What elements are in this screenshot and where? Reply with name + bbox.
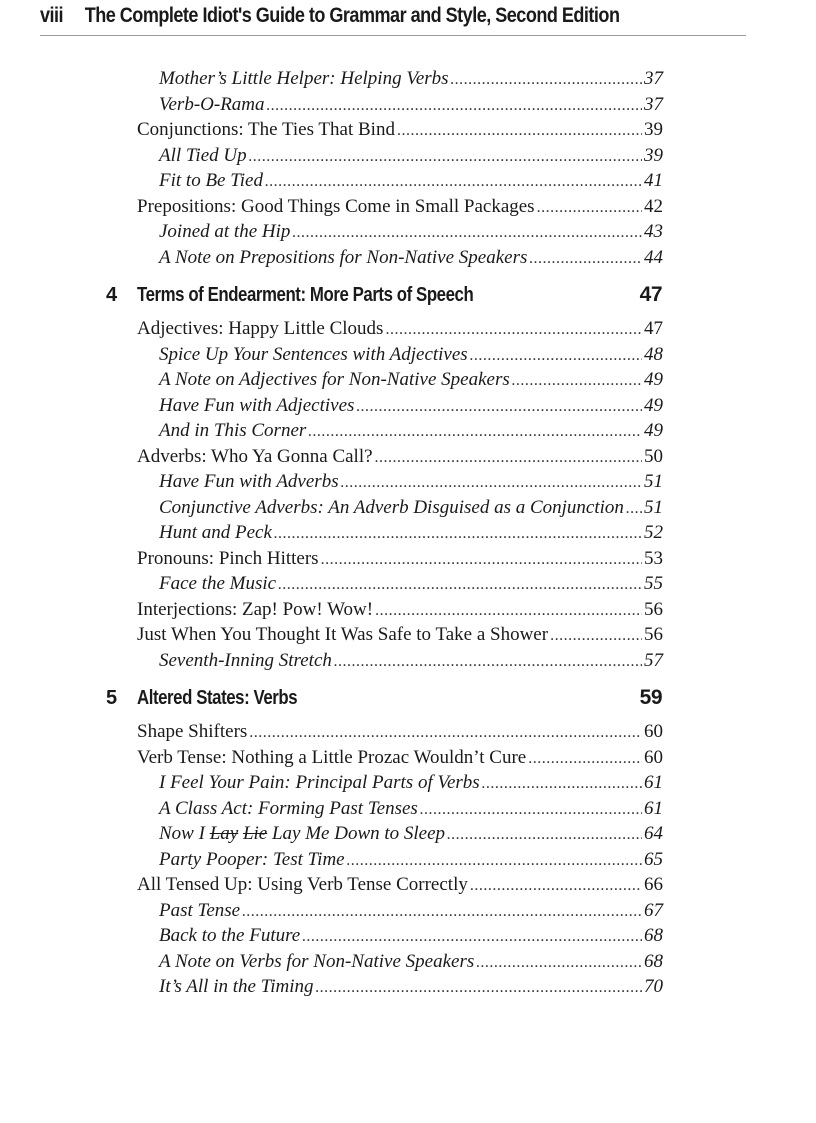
toc-page-number: 37: [644, 68, 663, 89]
toc-entry-title: Back to the Future: [159, 925, 301, 946]
toc-entry[interactable]: [0, 495, 663, 521]
toc-entry[interactable]: [0, 974, 663, 1000]
toc-entry[interactable]: [0, 770, 663, 796]
toc-entry[interactable]: [0, 648, 663, 674]
toc-entry-title: All Tensed Up: Using Verb Tense Correctly: [137, 874, 468, 895]
toc-entry-title: Past Tense: [159, 899, 241, 921]
toc-entry[interactable]: [0, 92, 663, 118]
toc-entry[interactable]: [0, 316, 663, 342]
dot-leader: [420, 797, 642, 823]
toc-page-number: 39: [644, 119, 663, 140]
toc-entry[interactable]: [0, 923, 663, 949]
dot-leader: [302, 924, 642, 950]
toc-entry-title: Just When You Thought It Was Safe to Take a Shower: [137, 624, 549, 645]
toc-entry-title: Hunt and Peck: [159, 522, 272, 543]
dot-leader: [397, 118, 642, 144]
toc-entry[interactable]: [0, 872, 663, 898]
toc-page-number: 43: [644, 221, 663, 242]
toc-entry-title: Have Fun with Adverbs: [159, 471, 339, 492]
dot-leader: [341, 470, 642, 496]
dot-leader: [470, 873, 642, 899]
dot-leader: [321, 547, 642, 573]
dot-leader: [292, 220, 642, 246]
dot-leader: [347, 848, 642, 874]
dot-leader: [242, 899, 642, 925]
toc-page-number: 37: [644, 93, 663, 115]
entry-title-prefix: Now I: [159, 823, 205, 844]
dot-leader: [550, 623, 642, 649]
toc-entry[interactable]: [0, 847, 663, 873]
toc-entry[interactable]: [0, 393, 663, 419]
toc-page-number: 60: [644, 721, 663, 742]
toc-entry-title: Adverbs: Who Ya Gonna Call?: [137, 445, 373, 467]
dot-leader: [375, 445, 642, 471]
entry-title-suffix: Lay Me Down to Sleep: [271, 823, 446, 844]
toc-page-number: 64: [644, 823, 663, 844]
dot-leader: [451, 67, 642, 93]
toc-entry-title: Pronouns: Pinch Hitters: [137, 547, 319, 569]
toc-entry-title: I Feel Your Pain: Principal Parts of Verbs: [159, 772, 480, 793]
chapter-number: 5: [106, 687, 117, 709]
toc-entry[interactable]: [0, 821, 663, 847]
dot-leader: [249, 720, 642, 746]
toc-page-number: 50: [644, 445, 663, 467]
toc-page-number: 41: [644, 170, 663, 191]
toc-group-chapter4: [0, 316, 816, 673]
toc-entry[interactable]: [0, 469, 663, 495]
dot-leader: [626, 496, 642, 522]
toc-entry[interactable]: [0, 194, 663, 220]
chapter-heading-5[interactable]: [0, 677, 662, 719]
toc-page-number: 51: [644, 471, 663, 492]
toc-page-number: 39: [644, 144, 663, 166]
toc-page-number: 68: [644, 925, 663, 946]
dot-leader: [447, 822, 642, 848]
dot-leader: [470, 343, 642, 369]
dot-leader: [316, 975, 643, 1001]
chapter-title: Terms of Endearment: More Parts of Speech: [137, 284, 474, 306]
toc-entry-title: A Class Act: Forming Past Tenses: [159, 797, 418, 819]
toc-entry-title: Verb-O-Rama: [159, 93, 265, 115]
toc-page-number: 61: [644, 772, 663, 793]
toc-group-chapter5-part1: [0, 719, 816, 821]
toc-entry-title: Fit to Be Tied: [159, 170, 263, 191]
toc-entry-title: A Note on Prepositions for Non-Native Speakers: [159, 246, 528, 268]
toc-entry[interactable]: [0, 571, 663, 597]
toc-entry-title: Verb Tense: Nothing a Little Prozac Wouldn’t Cure: [137, 746, 527, 768]
toc-entry[interactable]: [0, 719, 663, 745]
toc-group-chapter3-tail: [0, 66, 816, 270]
toc-entry-title: A Note on Verbs for Non-Native Speakers: [159, 950, 475, 972]
struck-word: Lay: [209, 823, 239, 844]
table-of-contents: [0, 66, 816, 1000]
chapter-page-number: 59: [639, 686, 662, 709]
toc-entry-title: Interjections: Zap! Pow! Wow!: [137, 598, 374, 620]
toc-page-number: 70: [644, 976, 663, 997]
header-rule: [40, 35, 746, 36]
toc-entry[interactable]: [0, 245, 663, 271]
dot-leader: [512, 368, 642, 394]
toc-entry-title: And in This Corner: [159, 420, 307, 441]
toc-entry[interactable]: [0, 219, 663, 245]
toc-entry-title: Spice Up Your Sentences with Adjectives: [159, 343, 468, 365]
toc-entry[interactable]: [0, 597, 663, 623]
toc-entry-title: Joined at the Hip: [159, 221, 291, 242]
running-head: [40, 4, 647, 36]
toc-entry-title: Seventh-Inning Stretch: [159, 649, 332, 671]
dot-leader: [274, 521, 642, 547]
toc-page-number: 52: [644, 522, 663, 543]
toc-page-number: 56: [644, 598, 663, 620]
toc-page-number: 53: [644, 547, 663, 569]
dot-leader: [267, 93, 642, 119]
toc-page-number: 48: [644, 343, 663, 365]
toc-entry[interactable]: [0, 949, 663, 975]
toc-entry[interactable]: [0, 342, 663, 368]
toc-entry-title: All Tied Up: [159, 144, 247, 166]
toc-entry[interactable]: [0, 168, 663, 194]
toc-entry-title: Conjunctions: The Ties That Bind: [137, 119, 395, 140]
dot-leader: [356, 394, 642, 420]
toc-entry-title: Conjunctive Adverbs: An Adverb Disguised as a Conjunction: [159, 496, 624, 518]
toc-entry[interactable]: [0, 796, 663, 822]
toc-page-number: 60: [644, 746, 663, 768]
toc-entry[interactable]: [0, 117, 663, 143]
dot-leader: [265, 169, 642, 195]
toc-entry-title: Prepositions: Good Things Come in Small Packages: [137, 195, 535, 217]
dot-leader: [529, 246, 642, 272]
struck-word: Lie: [242, 823, 268, 844]
toc-page-number: 55: [644, 573, 663, 594]
toc-page-number: 49: [644, 369, 663, 390]
toc-page-number: 57: [644, 649, 663, 671]
toc-entry-title: [159, 821, 445, 847]
toc-page-number: 66: [644, 874, 663, 895]
toc-entry-title: A Note on Adjectives for Non-Native Speakers: [159, 369, 510, 390]
dot-leader: [537, 195, 642, 221]
toc-entry-title: Have Fun with Adjectives: [159, 394, 355, 416]
dot-leader: [278, 572, 642, 598]
dot-leader: [385, 317, 642, 343]
toc-entry[interactable]: [0, 520, 663, 546]
toc-entry[interactable]: [0, 444, 663, 470]
dot-leader: [308, 419, 642, 445]
dot-leader: [528, 746, 642, 772]
chapter-heading-4[interactable]: [0, 274, 662, 316]
toc-page-number: 65: [644, 848, 663, 870]
dot-leader: [476, 950, 642, 976]
toc-entry-title: It’s All in the Timing: [159, 976, 314, 997]
toc-entry[interactable]: [0, 898, 663, 924]
chapter-title: Altered States: Verbs: [137, 687, 298, 709]
toc-page-number: 49: [644, 420, 663, 441]
toc-entry-title: Mother’s Little Helper: Helping Verbs: [159, 68, 449, 89]
toc-entry-title: Adjectives: Happy Little Clouds: [137, 318, 384, 339]
toc-entry[interactable]: [0, 622, 663, 648]
toc-group-chapter5-part2: [0, 847, 816, 1000]
toc-entry[interactable]: [0, 546, 663, 572]
toc-page-number: 61: [644, 797, 663, 819]
toc-page-number: 44: [644, 246, 663, 268]
toc-entry[interactable]: [0, 66, 663, 92]
chapter-page-number: 47: [639, 283, 662, 306]
toc-entry-title: Party Pooper: Test Time: [159, 848, 345, 870]
book-title: The Complete Idiot's Guide to Grammar and Style, Second Edition: [84, 4, 620, 27]
dot-leader: [482, 771, 642, 797]
toc-page-number: 49: [644, 394, 663, 416]
dot-leader: [334, 649, 642, 675]
toc-entry[interactable]: [0, 367, 663, 393]
toc-page-number: 67: [644, 899, 663, 921]
toc-entry-title: Shape Shifters: [137, 721, 248, 742]
toc-entry[interactable]: [0, 418, 663, 444]
toc-entry-title: Face the Music: [159, 573, 277, 594]
toc-entry[interactable]: [0, 745, 663, 771]
toc-page-number: 47: [644, 318, 663, 339]
toc-page-number: 68: [644, 950, 663, 972]
dot-leader: [375, 598, 642, 624]
toc-entry[interactable]: [0, 143, 663, 169]
toc-page-number: 56: [644, 624, 663, 645]
page-folio: viii: [40, 4, 64, 27]
dot-leader: [249, 144, 642, 170]
toc-page-number: 51: [644, 496, 663, 518]
toc-page-number: 42: [644, 195, 663, 217]
chapter-number: 4: [106, 284, 117, 306]
